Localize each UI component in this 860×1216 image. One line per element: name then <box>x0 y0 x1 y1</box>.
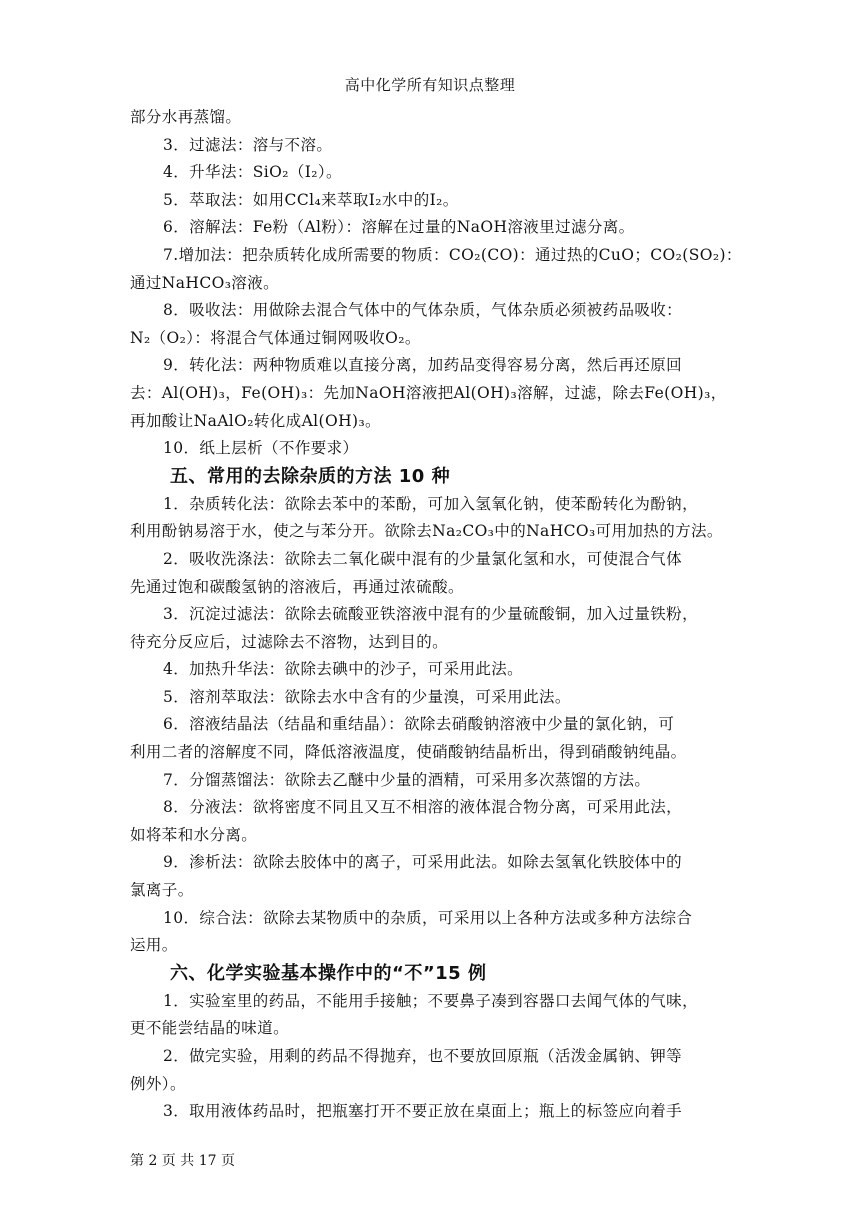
text-line: 部分水再蒸馏。 <box>130 108 242 126</box>
text-line: 再加酸让NaAlO₂转化成Al(OH)₃。 <box>130 411 381 430</box>
page-footer: 第 2 页 共 17 页 <box>130 1153 235 1169</box>
text-line: 10．纸上层析（不作要求） <box>163 439 359 458</box>
text-line: 7.增加法：把杂质转化成所需要的物质：CO₂(CO)：通过热的CuO；CO₂(SO₂)： <box>163 245 742 264</box>
text-line: 利用酚钠易溶于水，使之与苯分开。欲除去Na₂CO₃中的NaHCO₃可用加热的方法。 <box>130 522 723 541</box>
text-line: 去：Al(OH)₃，Fe(OH)₃：先加NaOH溶液把Al(OH)₃溶解，过滤，除去Fe(OH)₃， <box>130 383 727 402</box>
text-line: 4．升华法：SiO₂（I₂）。 <box>163 163 342 182</box>
page-header: 高中化学所有知识点整理 <box>344 76 516 94</box>
text-line: 例外）。 <box>130 1074 186 1093</box>
text-line: 1．实验室里的药品，不能用手接触；不要鼻子凑到容器口去闻气体的气味， <box>163 991 698 1010</box>
section-heading: 五、常用的去除杂质的方法 10 种 <box>170 465 451 487</box>
text-line: 通过NaHCO₃溶液。 <box>130 273 280 292</box>
text-line: 2．做完实验，用剩的药品不得抛弃，也不要放回原瓶（活泼金属钠、钾等 <box>163 1047 683 1065</box>
text-line: 6．溶解法：Fe粉（Al粉）：溶解在过量的NaOH溶液里过滤分离。 <box>163 218 635 237</box>
text-line: 9．转化法：两种物质难以直接分离，加药品变得容易分离，然后再还原回 <box>163 356 683 375</box>
text-line: 氯离子。 <box>130 881 194 900</box>
page-content <box>130 104 742 1126</box>
text-line: 8．分液法：欲将密度不同且又互不相溶的液体混合物分离，可采用此法， <box>163 798 683 817</box>
text-line: 5．萃取法：如用CCl₄来萃取I₂水中的I₂。 <box>163 190 459 209</box>
text-line: 4．加热升华法：欲除去碘中的沙子，可采用此法。 <box>163 660 524 679</box>
text-line: 如将苯和水分离。 <box>130 825 258 844</box>
text-line: 利用二者的溶解度不同，降低溶液温度，使硝酸钠结晶析出，得到硝酸钠纯晶。 <box>130 743 687 762</box>
text-line: N₂（O₂）：将混合气体通过铜网吸收O₂。 <box>130 328 421 347</box>
text-line: 10．综合法：欲除去某物质中的杂质，可采用以上各种方法或多种方法综合 <box>163 908 693 927</box>
text-line: 1．杂质转化法：欲除去苯中的苯酚，可加入氢氧化钠，使苯酚转化为酚钠， <box>163 494 698 513</box>
text-line: 先通过饱和碳酸氢钠的溶液后，再通过浓硫酸。 <box>130 577 464 596</box>
text-line: 运用。 <box>130 936 178 955</box>
text-line: 6．溶液结晶法（结晶和重结晶）：欲除去硝酸钠溶液中少量的氯化钠，可 <box>163 715 675 734</box>
text-line: 3．沉淀过滤法：欲除去硫酸亚铁溶液中混有的少量硫酸铜，加入过量铁粉， <box>163 605 698 624</box>
text-line: 2．吸收洗涤法：欲除去二氧化碳中混有的少量氯化氢和水，可使混合气体 <box>163 549 683 568</box>
text-line: 更不能尝结晶的味道。 <box>130 1019 290 1038</box>
text-line: 8．吸收法：用做除去混合气体中的气体杂质，气体杂质必须被药品吸收： <box>163 301 683 320</box>
text-line: 7．分馏蒸馏法：欲除去乙醚中少量的酒精，可采用多次蒸馏的方法。 <box>163 770 651 789</box>
text-line: 5．溶剂萃取法：欲除去水中含有的少量溴，可采用此法。 <box>163 687 571 706</box>
section-heading: 六、化学实验基本操作中的“不”15 例 <box>170 962 487 984</box>
text-line: 3．取用液体药品时，把瓶塞打开不要正放在桌面上；瓶上的标签应向着手 <box>163 1102 683 1121</box>
text-line: 3．过滤法：溶与不溶。 <box>163 135 333 154</box>
text-line: 待充分反应后，过滤除去不溶物，达到目的。 <box>130 632 449 651</box>
text-line: 9．渗析法：欲除去胶体中的离子，可采用此法。如除去氢氧化铁胶体中的 <box>163 853 683 872</box>
